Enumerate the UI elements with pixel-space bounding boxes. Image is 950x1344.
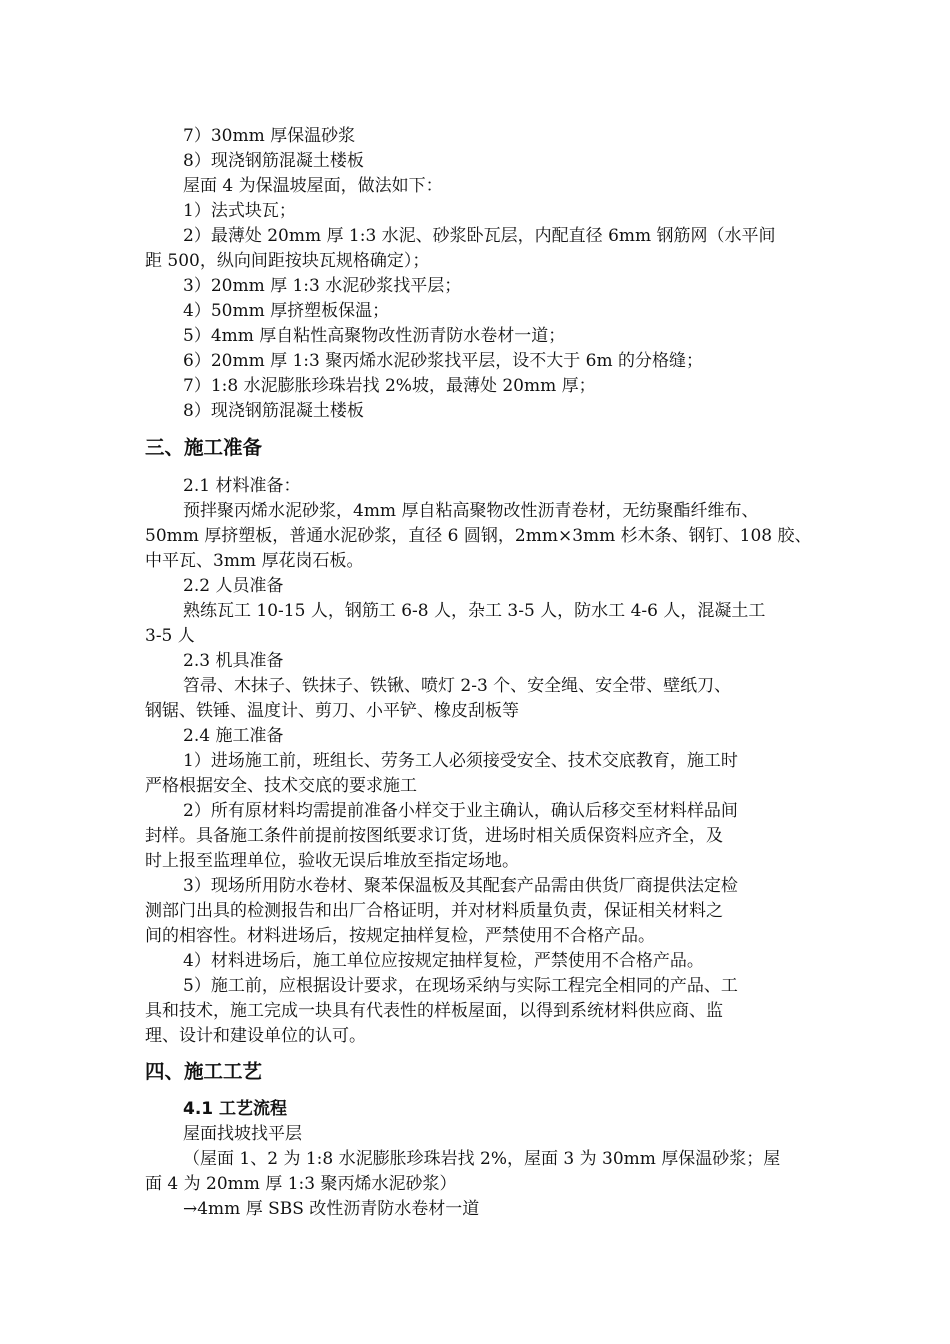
text-line: 4）50mm 厚挤塑板保温；: [183, 301, 390, 321]
text-line: 6）20mm 厚 1:3 聚丙烯水泥砂浆找平层，设不大于 6m 的分格缝；: [183, 351, 704, 371]
text-line: 2）所有原材料均需提前准备小样交于业主确认，确认后移交至材料样品间: [183, 801, 738, 821]
section-heading: 三、施工准备: [145, 436, 263, 459]
text-line: 2.4 施工准备: [183, 726, 284, 746]
text-line: 2.3 机具准备: [183, 651, 284, 671]
text-line: 封样。具备施工条件前提前按图纸要求订货，进场时相关质保资料应齐全，及: [145, 826, 723, 846]
text-line: 8）现浇钢筋混凝土楼板: [183, 401, 364, 421]
text-line: 7）30mm 厚保温砂浆: [183, 126, 356, 146]
text-line: 间的相容性。材料进场后，按规定抽样复检，严禁使用不合格产品。: [145, 926, 655, 946]
text-line: 理、设计和建设单位的认可。: [145, 1026, 366, 1046]
text-line: 面 4 为 20mm 厚 1:3 聚丙烯水泥砂浆）: [145, 1174, 457, 1194]
text-line: 3）20mm 厚 1:3 水泥砂浆找平层；: [183, 276, 462, 296]
text-line: 严格根据安全、技术交底的要求施工: [145, 776, 417, 796]
section-heading: 四、施工工艺: [145, 1060, 263, 1083]
text-line: 2）最薄处 20mm 厚 1:3 水泥、砂浆卧瓦层，内配直径 6mm 钢筋网（水平间: [183, 226, 776, 246]
text-line: 5）施工前，应根据设计要求，在现场采纳与实际工程完全相同的产品、工: [183, 976, 738, 996]
text-line: 钢锯、铁锤、温度计、剪刀、小平铲、橡皮刮板等: [145, 701, 519, 721]
text-line: 50mm 厚挤塑板，普通水泥砂浆，直径 6 圆钢，2mm×3mm 杉木条、钢钉、108 胶、: [145, 526, 812, 546]
text-line: 5）4mm 厚自粘性高聚物改性沥青防水卷材一道；: [183, 326, 566, 346]
text-line: 1）进场施工前，班组长、劳务工人必须接受安全、技术交底教育，施工时: [183, 751, 738, 771]
text-line: 屋面找坡找平层: [183, 1124, 302, 1144]
text-line: 距 500，纵向间距按块瓦规格确定）；: [145, 251, 430, 271]
text-line: 3-5 人: [145, 626, 195, 646]
text-line: 1）法式块瓦；: [183, 201, 296, 221]
text-line: →4mm 厚 SBS 改性沥青防水卷材一道: [183, 1199, 480, 1219]
text-line: 8）现浇钢筋混凝土楼板: [183, 151, 364, 171]
text-line: 预拌聚丙烯水泥砂浆，4mm 厚自粘高聚物改性沥青卷材，无纺聚酯纤维布、: [183, 501, 759, 521]
text-line: 2.2 人员准备: [183, 576, 284, 596]
text-line: 2.1 材料准备：: [183, 476, 301, 496]
subsection-heading: 4.1 工艺流程: [183, 1099, 288, 1119]
text-line: 具和技术，施工完成一块具有代表性的样板屋面，以得到系统材料供应商、监: [145, 1001, 723, 1021]
text-line: 屋面 4 为保温坡屋面，做法如下：: [183, 176, 443, 196]
text-line: 7）1:8 水泥膨胀珍珠岩找 2%坡，最薄处 20mm 厚；: [183, 376, 596, 396]
text-line: （屋面 1、2 为 1:8 水泥膨胀珍珠岩找 2%，屋面 3 为 30mm 厚保温砂浆；屋: [183, 1149, 781, 1169]
text-line: 时上报至监理单位，验收无误后堆放至指定场地。: [145, 851, 519, 871]
text-line: 中平瓦、3mm 厚花岗石板。: [145, 551, 364, 571]
text-line: 笤帚、木抹子、铁抹子、铁锹、喷灯 2-3 个、安全绳、安全带、壁纸刀、: [183, 676, 732, 696]
text-line: 3）现场所用防水卷材、聚苯保温板及其配套产品需由供货厂商提供法定检: [183, 876, 738, 896]
text-line: 4）材料进场后，施工单位应按规定抽样复检，严禁使用不合格产品。: [183, 951, 704, 971]
text-line: 熟练瓦工 10-15 人，钢筋工 6-8 人，杂工 3-5 人，防水工 4-6 人，混凝土工: [183, 601, 766, 621]
text-line: 测部门出具的检测报告和出厂合格证明，并对材料质量负责，保证相关材料之: [145, 901, 723, 921]
